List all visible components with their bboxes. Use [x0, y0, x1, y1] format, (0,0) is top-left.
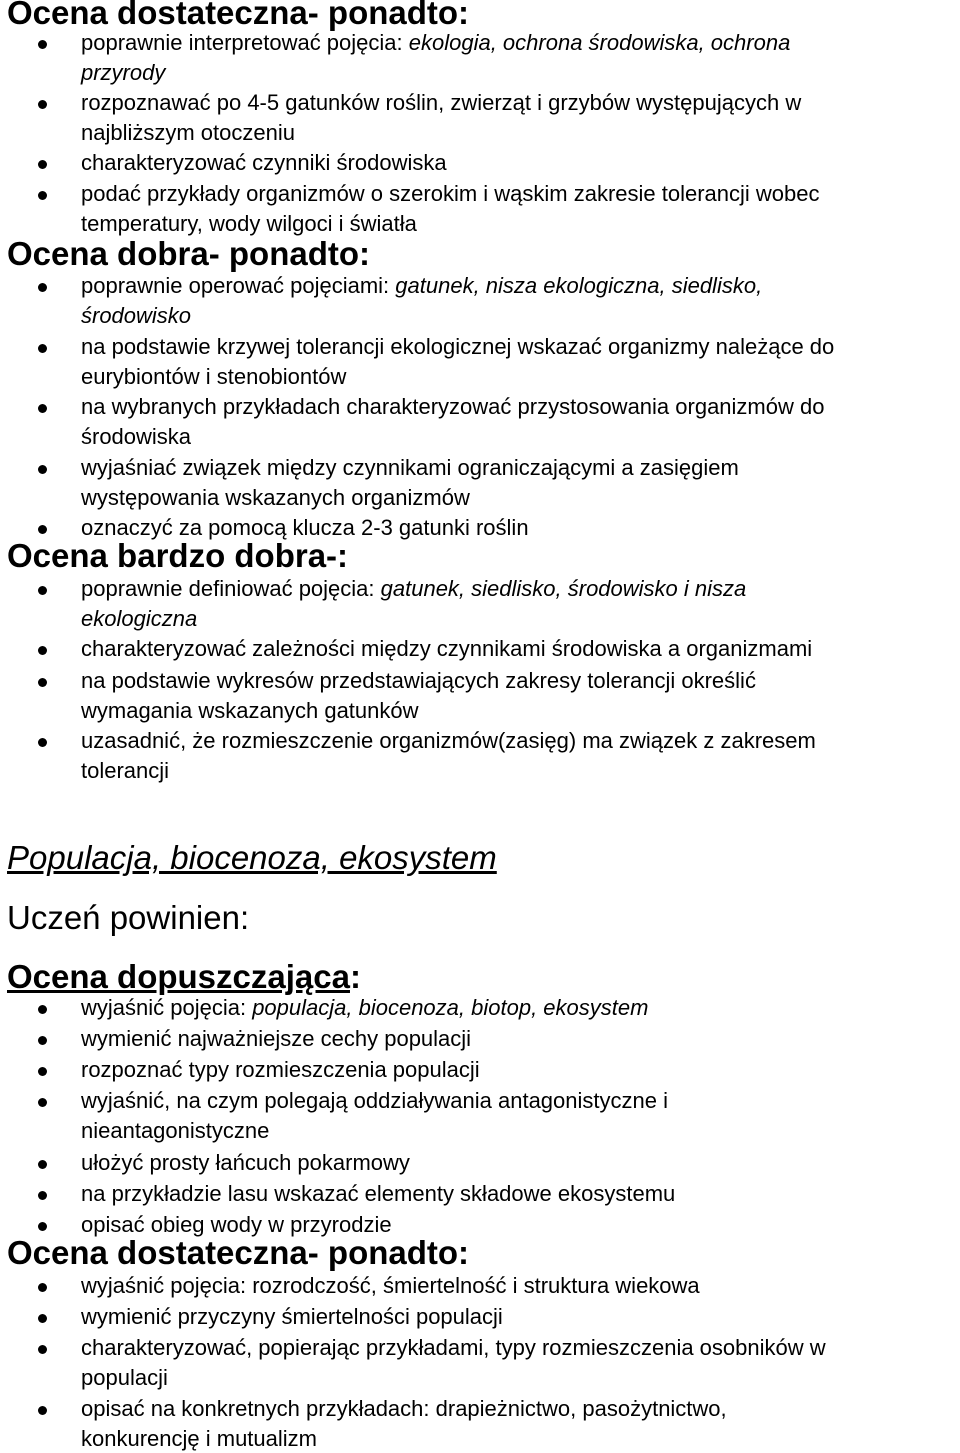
bullet-icon — [38, 1314, 47, 1323]
item-text-run: poprawnie interpretować pojęcia: — [81, 30, 409, 55]
item-text-run: wymienić przyczyny śmiertelności populacji — [81, 1304, 503, 1329]
item-text — [81, 179, 960, 238]
item-text — [81, 666, 960, 725]
item-text-run: uzasadnić, że rozmieszczenie organizmów(zasięg) ma związek z zakresem tolerancji — [81, 728, 816, 783]
section-heading: Ocena bardzo dobra-: — [7, 537, 349, 574]
item-text — [81, 1271, 960, 1301]
bullet-icon — [38, 1345, 47, 1354]
bullet-icon — [38, 646, 47, 655]
item-text-run: opisać na konkretnych przykładach: drapieżnictwo, pasożytnictwo, konkurencję i mutualizm — [81, 1396, 727, 1451]
item-term-italic: gatunek, siedlisko, środowisko i nisza ekologiczna — [81, 576, 747, 631]
item-text-run: poprawnie definiować pojęcia: — [81, 576, 381, 601]
section-heading: Ocena dostateczna- ponadto: — [7, 0, 470, 31]
bullet-icon — [38, 1005, 47, 1014]
bullet-icon — [38, 100, 47, 109]
bullet-icon — [38, 1036, 47, 1045]
item-text — [81, 1086, 960, 1145]
item-text-run: charakteryzować czynniki środowiska — [81, 150, 447, 175]
bullet-icon — [38, 1067, 47, 1076]
item-text-run: na podstawie wykresów przedstawiających zakresy tolerancji określić wymagania wskazanych gatunków — [81, 668, 756, 723]
bullet-icon — [38, 160, 47, 169]
bullet-icon — [38, 404, 47, 413]
item-text — [81, 726, 960, 785]
bullet-icon — [38, 344, 47, 353]
item-term-italic: populacja, biocenoza, biotop, ekosystem — [252, 995, 649, 1020]
item-text — [81, 1024, 960, 1054]
item-text-run: oznaczyć za pomocą klucza 2-3 gatunki roślin — [81, 515, 529, 540]
item-text — [81, 271, 960, 330]
item-text-run: na przykładzie lasu wskazać elementy składowe ekosystemu — [81, 1181, 676, 1206]
item-text-run: na podstawie krzywej tolerancji ekologicznej wskazać organizmy należące do eurybiontów i stenobiontów — [81, 334, 835, 389]
item-text — [81, 148, 960, 178]
item-text — [81, 392, 960, 451]
item-term-italic: ekologia, ochrona środowiska, ochrona przyrody — [81, 30, 791, 85]
section-heading-colon: : — [349, 958, 361, 995]
bullet-icon — [38, 1222, 47, 1231]
item-text-run: charakteryzować zależności między czynnikami środowiska a organizmami — [81, 636, 813, 661]
item-text — [81, 1055, 960, 1085]
item-text — [81, 1148, 960, 1178]
item-text-run: wymienić najważniejsze cechy populacji — [81, 1026, 472, 1051]
bullet-icon — [38, 1406, 47, 1415]
item-text-run: poprawnie operować pojęciami: — [81, 273, 396, 298]
bullet-icon — [38, 525, 47, 534]
bullet-icon — [38, 191, 47, 200]
item-text — [81, 1179, 960, 1209]
item-text — [81, 1394, 960, 1453]
item-text — [81, 634, 960, 664]
bullet-icon — [38, 738, 47, 747]
bullet-icon — [38, 1283, 47, 1292]
item-text-run: wyjaśnić pojęcia: — [81, 995, 253, 1020]
item-text-run: ułożyć prosty łańcuch pokarmowy — [81, 1150, 410, 1175]
item-text — [81, 993, 960, 1023]
item-text-run: rozpoznać typy rozmieszczenia populacji — [81, 1057, 480, 1082]
bullet-icon — [38, 678, 47, 687]
item-term-italic: gatunek, nisza ekologiczna, siedlisko, środowisko — [81, 273, 763, 328]
topic-title: Populacja, biocenoza, ekosystem — [7, 839, 497, 876]
item-text-run: wyjaśniać związek między czynnikami ograniczającymi a zasięgiem występowania wskazanych organizmów — [81, 455, 739, 510]
bullet-icon — [38, 1191, 47, 1200]
item-text-run: wyjaśnić, na czym polegają oddziaływania antagonistyczne i nieantagonistyczne — [81, 1088, 668, 1143]
bullet-icon — [38, 283, 47, 292]
item-text — [81, 332, 960, 391]
section-heading: Ocena dobra- ponadto: — [7, 235, 370, 272]
item-text-run: wyjaśnić pojęcia: rozrodczość, śmiertelność i struktura wiekowa — [81, 1273, 700, 1298]
bullet-icon — [38, 586, 47, 595]
item-text-run: rozpoznawać po 4-5 gatunków roślin, zwierząt i grzybów występujących w najbliższym otoczeniu — [81, 90, 802, 145]
bullet-icon — [38, 465, 47, 474]
section-heading-underlined: Ocena dopuszczająca — [7, 958, 350, 995]
item-text — [81, 453, 960, 512]
item-text-run: podać przykłady organizmów o szerokim i wąskim zakresie tolerancji wobec temperatury, wody wilgoci i światła — [81, 181, 820, 236]
bullet-icon — [38, 40, 47, 49]
item-text — [81, 574, 960, 633]
section-heading — [7, 958, 361, 995]
intro-label: Uczeń powinien: — [7, 899, 250, 936]
bullet-icon — [38, 1160, 47, 1169]
item-text — [81, 1302, 960, 1332]
item-text — [81, 28, 960, 87]
item-text-run: charakteryzować, popierając przykładami, typy rozmieszczenia osobników w populacji — [81, 1335, 826, 1390]
item-text-run: opisać obieg wody w przyrodzie — [81, 1212, 392, 1237]
item-text-run: na wybranych przykładach charakteryzować przystosowania organizmów do środowiska — [81, 394, 825, 449]
item-text — [81, 1333, 960, 1392]
section-heading: Ocena dostateczna- ponadto: — [7, 1234, 470, 1271]
item-text — [81, 88, 960, 147]
bullet-icon — [38, 1098, 47, 1107]
